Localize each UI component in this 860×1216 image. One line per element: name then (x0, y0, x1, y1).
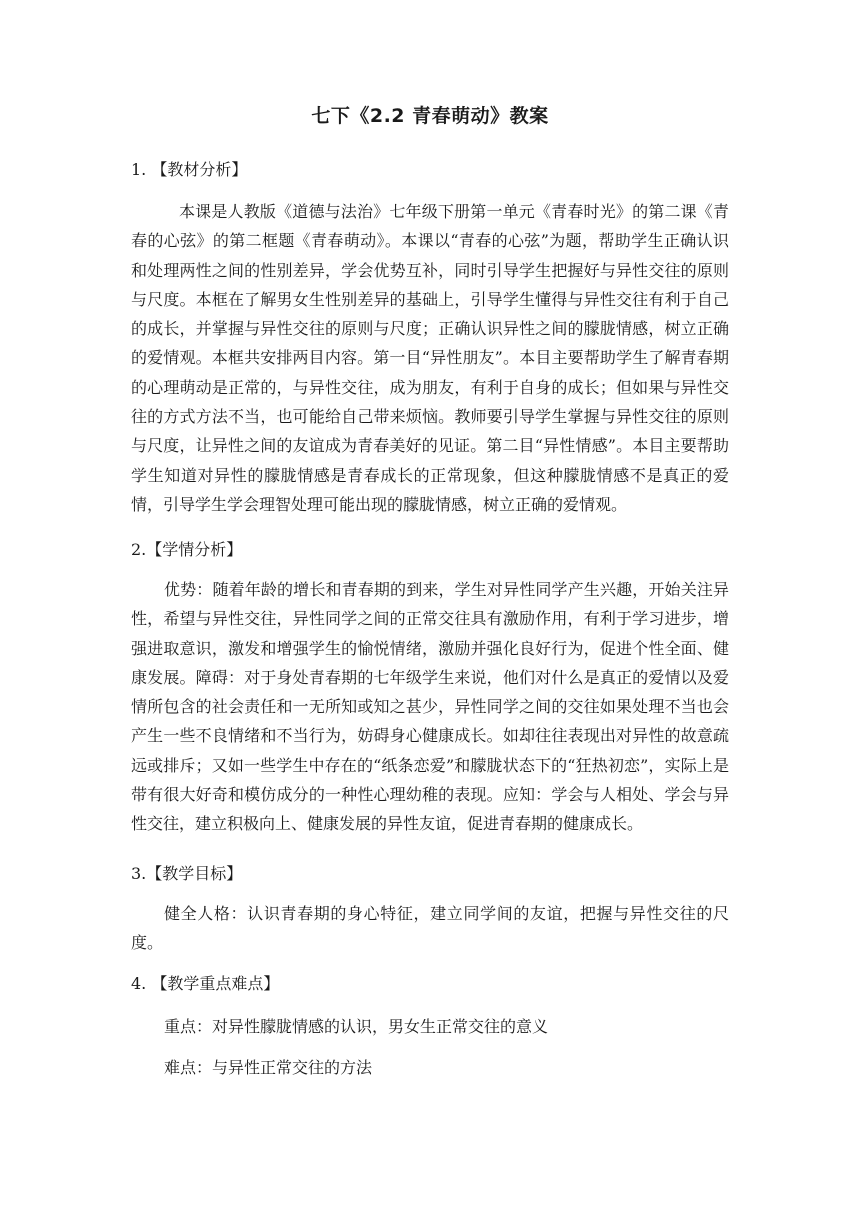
section-body-teaching-goals: 健全人格：认识青春期的身心特征，建立同学间的友谊，把握与异性交往的尺度。 (131, 904, 729, 953)
section-heading-key-points: 4. 【教学重点难点】 (131, 974, 280, 993)
difficult-point-line: 难点：与异性正常交往的方法 (164, 1058, 373, 1077)
key-point-line: 重点：对异性朦胧情感的认识，男女生正常交往的意义 (164, 1017, 549, 1036)
document-title: 七下《2.2 青春萌动》教案 (311, 105, 549, 127)
section-heading-textbook-analysis: 1. 【教材分析】 (131, 160, 248, 179)
section-body-textbook-analysis: 本课是人教版《道德与法治》七年级下册第一单元《青春时光》的第二课《青春的心弦》的第二框题《青春萌动》。本课以“青春的心弦”为题，帮助学生正确认识和处理两性之间的性别差异，学会优势互补，同时引导学生把握好与异性交往的原则与尺度。本框在了解男女生性别差异的基础上，引导学生懂得与异性交往有利于自己的成长，并掌握与异性交往的原则与尺度；正确认识异性之间的朦胧情感，树立正确的爱情观。本框共安排两目内容。第一目“异性朋友”。本目主要帮助学生了解青春期的心理萌动是正常的，与异性交往，成为朋友，有利于自身的成长；但如果与异性交往的方式方法不当，也可能给自己带来烦恼。教师要引导学生掌握与异性交往的原则与尺度，让异性之间的友谊成为青春美好的见证。第二目“异性情感”。本目主要帮助学生知道对异性的朦胧情感是青春成长的正常现象，但这种朦胧情感不是真正的爱情，引导学生学会理智处理可能出现的朦胧情感，树立正确的爱情观。 (131, 202, 729, 514)
section-heading-teaching-goals: 3.【教学目标】 (131, 864, 243, 883)
section-heading-student-analysis: 2.【学情分析】 (131, 540, 243, 559)
section-body-student-analysis: 优势：随着年龄的增长和青春期的到来，学生对异性同学产生兴趣，开始关注异性，希望与异性交往，异性同学之间的正常交往具有激励作用，有利于学习进步，增强进取意识，激发和增强学生的愉悦情绪，激励并强化良好行为，促进个性全面、健康发展。障碍：对于身处青春期的七年级学生来说，他们对什么是真正的爱情以及爱情所包含的社会责任和一无所知或知之甚少，异性同学之间的交往如果处理不当也会产生一些不良情绪和不当行为，妨碍身心健康成长。如却往往表现出对异性的故意疏远或排斥；又如一些学生中存在的“纸条恋爱”和朦胧状态下的“狂热初恋”，实际上是带有很大好奇和模仿成分的一种性心理幼稚的表现。应知：学会与人相处、学会与异性交往，建立积极向上、健康发展的异性友谊，促进青春期的健康成长。 (131, 580, 729, 834)
